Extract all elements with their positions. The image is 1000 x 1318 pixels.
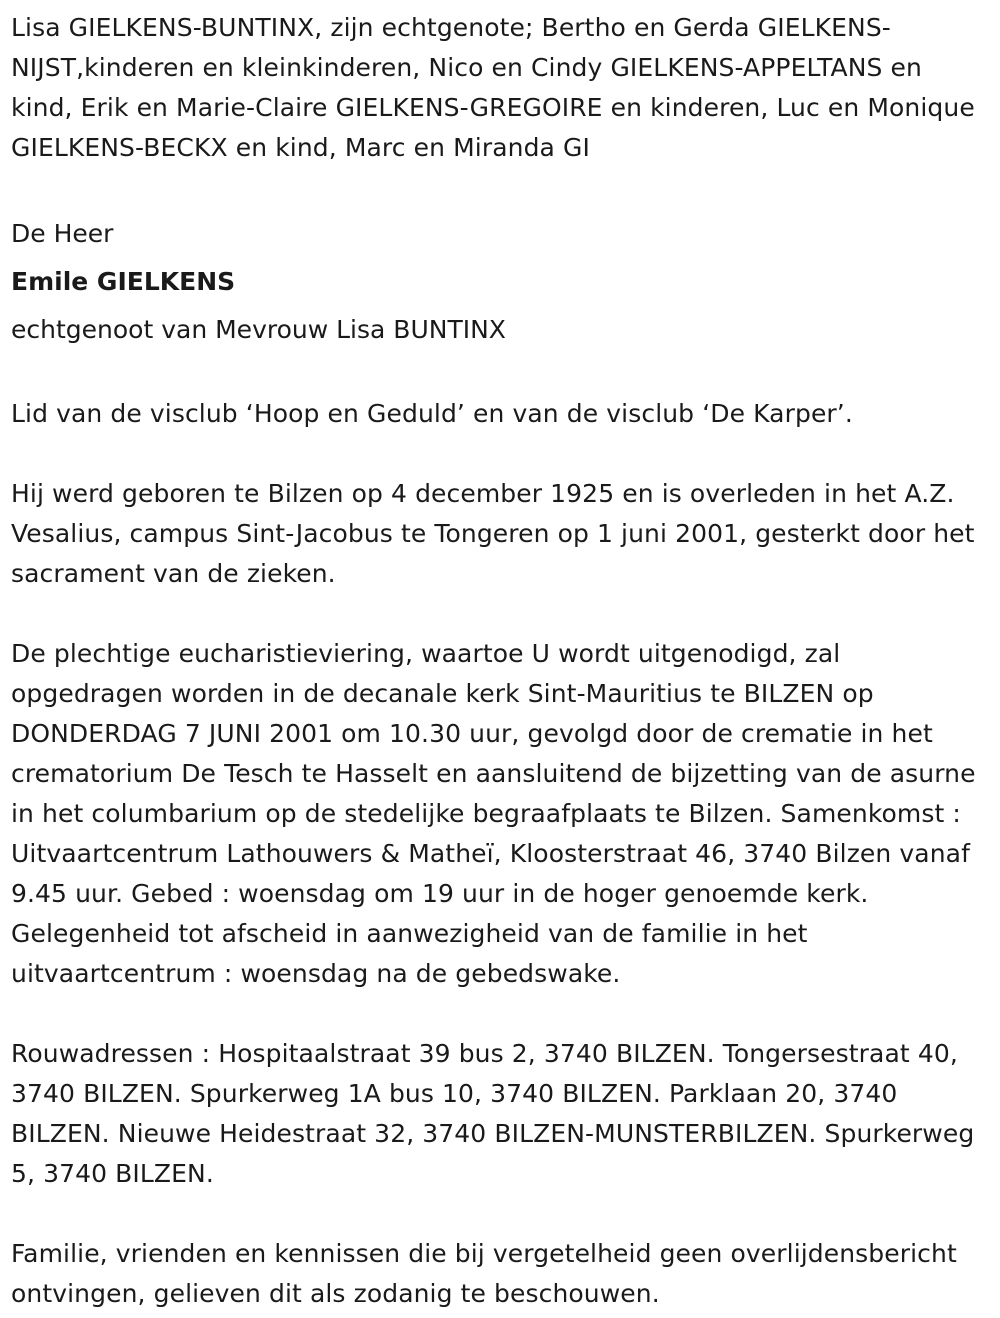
spacer: [11, 168, 991, 208]
deceased-title-block: [11, 210, 991, 354]
deceased-name: Emile GIELKENS: [11, 267, 236, 296]
family-intro-paragraph: Lisa GIELKENS-BUNTINX, zijn echtgenote; Bertho en Gerda GIELKENS-NIJST,kinderen en kleinkinderen, Nico en Cindy GIELKENS-APPELTANS en kind, Erik en Marie-Claire GIELKENS-GREGOIRE en kinderen, Luc en Monique GIELKENS-BECKX en kind, Marc en Miranda GI: [11, 13, 975, 162]
closing-paragraph: Familie, vrienden en kennissen die bij vergetelheid geen overlijdensbericht ontvingen, gelieven dit als zodanig te beschouwen.: [11, 1239, 957, 1308]
birth-death-paragraph: Hij werd geboren te Bilzen op 4 december 1925 en is overleden in het A.Z. Vesalius, campus Sint-Jacobus te Tongeren op 1 juni 2001, gesterkt door het sacrament van de zieken.: [11, 479, 975, 588]
membership-paragraph: Lid van de visclub ‘Hoop en Geduld’ en van de visclub ‘De Karper’.: [11, 399, 853, 428]
spacer: [11, 594, 991, 634]
ceremony-paragraph: De plechtige eucharistieviering, waartoe U wordt uitgenodigd, zal opgedragen worden in de decanale kerk Sint-Mauritius te BILZEN op DONDERDAG 7 JUNI 2001 om 10.30 uur, gevolgd door de crematie in het crematorium De Tesch te Hasselt en aansluitend de bijzetting van de asurne in het columbarium op de stedelijke begraafplaats te Bilzen. Samenkomst : Uitvaartcentrum Lathouwers & Matheï, Kloosterstraat 46, 3740 Bilzen vanaf 9.45 uur. Gebed : woensdag om 19 uur in de hoger genoemde kerk. Gelegenheid tot afscheid in aanwezigheid van de familie in het uitvaartcentrum : woensdag na de gebedswake.: [11, 639, 976, 988]
spacer: [11, 1194, 991, 1234]
spacer: [11, 354, 991, 394]
spacer: [11, 994, 991, 1034]
obituary-document: [11, 8, 991, 1314]
addresses-paragraph: Rouwadressen : Hospitaalstraat 39 bus 2, 3740 BILZEN. Tongersestraat 40, 3740 BILZEN. Spurkerweg 1A bus 10, 3740 BILZEN. Parklaan 20, 3740 BILZEN. Nieuwe Heidestraat 32, 3740 BILZEN-MUNSTERBILZEN. Spurkerweg 5, 3740 BILZEN.: [11, 1039, 975, 1188]
honorific: De Heer: [11, 219, 114, 248]
spacer: [11, 434, 991, 474]
spouse-line: echtgenoot van Mevrouw Lisa BUNTINX: [11, 315, 506, 344]
